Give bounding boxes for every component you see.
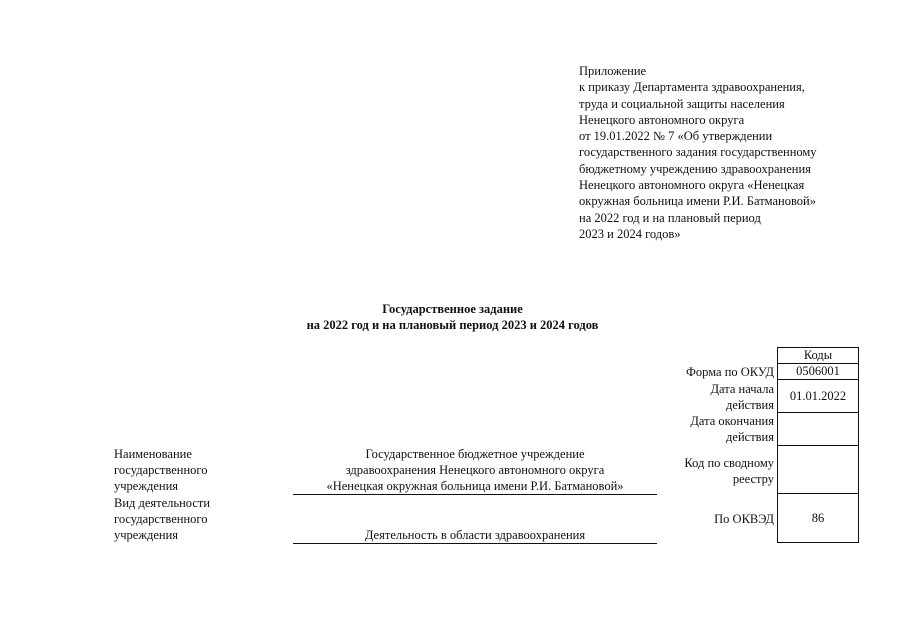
registry-label-line: реестру [732,472,774,486]
start-date-label-line: действия [726,398,774,412]
appendix-line: бюджетному учреждению здравоохранения [579,161,811,176]
codes-header: Коды [778,348,859,364]
okud-label-text: Форма по ОКУД [686,365,774,379]
activity-label-line: государственного [114,512,208,527]
okud-code: 0506001 [778,364,859,380]
institution-label-line: Наименование [114,447,192,461]
institution-label [114,446,207,495]
appendix-line: государственного задания государственному [579,145,817,160]
codes-table [777,347,859,543]
end-date-value [778,413,859,446]
registry-label [684,455,774,487]
activity-value: Деятельность в области здравоохранения [364,528,586,542]
appendix-note [579,63,879,242]
institution-name [293,446,657,495]
start-date-value: 01.01.2022 [778,380,859,413]
end-date-label-line: действия [726,430,774,444]
start-date-label-line: Дата начала [710,382,774,396]
institution-name-line: здравоохранения Ненецкого автономного округа [345,463,605,478]
registry-label-line: Код по сводному [684,456,774,470]
institution-name-line: «Ненецкая окружная больница имени Р.И. Батмановой» [326,479,624,494]
okud-label [686,364,774,380]
appendix-line: труда и социальной защиты населения [579,96,785,111]
appendix-line: Ненецкого автономного округа «Ненецкая [579,178,805,193]
institution-label-line: государственного [114,463,208,478]
appendix-line: на 2022 год и на плановый период [579,210,761,225]
institution-underline [293,494,657,495]
end-date-label [690,413,774,445]
appendix-line: 2023 и 2024 годов» [579,226,681,241]
okved-label-text: По ОКВЭД [714,512,774,526]
title-line-1: Государственное задание [382,302,523,316]
start-date-label [710,381,774,413]
appendix-line: Ненецкого автономного округа [579,112,745,127]
institution-name-line: Государственное бюджетное учреждение [365,447,585,461]
registry-code [778,446,859,494]
appendix-line: окружная больница имени Р.И. Батмановой» [579,194,816,209]
appendix-line: Приложение [579,64,647,78]
activity-label [114,495,210,544]
okved-code: 86 [778,494,859,543]
end-date-label-line: Дата окончания [690,414,774,428]
title-line-2: на 2022 год и на плановый период 2023 и 2024 годов [306,318,599,332]
okved-label [714,511,774,527]
appendix-line: от 19.01.2022 № 7 «Об утверждении [579,129,773,144]
activity-label-line: Вид деятельности [114,496,211,510]
activity-underline [293,543,657,544]
appendix-line: к приказу Департамента здравоохранения, [579,80,805,95]
institution-label-line: учреждения [114,479,179,494]
document-title [0,301,905,333]
activity-label-line: учреждения [114,528,179,543]
